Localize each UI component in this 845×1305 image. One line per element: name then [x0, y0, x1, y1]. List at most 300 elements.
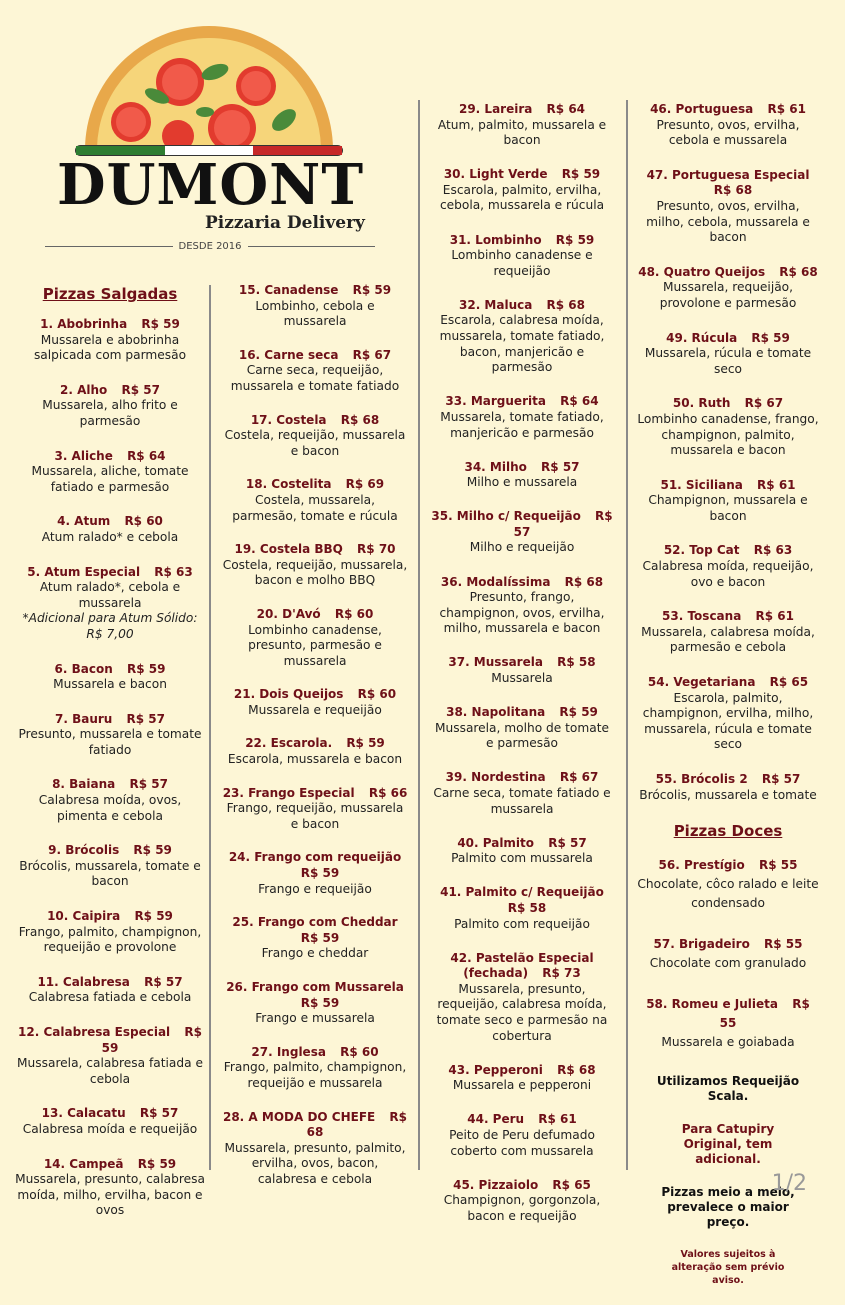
- menu-item-name: 24. Frango com requeijão: [228, 850, 402, 865]
- menu-item-title: [222, 607, 408, 623]
- menu-item-title: [15, 712, 205, 728]
- menu-item-title: [430, 885, 614, 916]
- brand-name: DUMONT: [57, 152, 365, 218]
- menu-item-name: 25. Frango com Cheddar: [232, 915, 398, 930]
- menu-item-price: R$ 58: [557, 655, 596, 670]
- menu-item-description: Chocolate, côco ralado e leite condensado: [637, 877, 819, 911]
- menu-item: [430, 1178, 614, 1225]
- note-valores: Valores sujeitos à alteração sem prévio aviso.: [671, 1249, 785, 1287]
- menu-item-description: Carne seca, tomate fatiado e mussarela: [433, 786, 611, 816]
- page-number: 1/2: [771, 1171, 807, 1196]
- column-divider: [626, 100, 628, 1170]
- menu-item-name: 48. Quatro Queijos: [638, 264, 766, 279]
- menu-item-description: Mussarela, calabresa moída, parmesão e cebola: [641, 624, 815, 655]
- menu-item-price: R$ 65: [769, 675, 809, 690]
- menu-item: [15, 975, 205, 1006]
- menu-item-title: [222, 477, 408, 493]
- menu-item-price: R$ 68: [713, 183, 753, 198]
- menu-item: [222, 607, 408, 669]
- menu-item-description: Calabresa moída, ovos, pimenta e cebola: [38, 793, 182, 823]
- menu-item-description: Frango e cheddar: [261, 946, 369, 961]
- menu-item-price: R$ 57: [144, 974, 183, 989]
- note-meio-a-meio: Pizzas meio a meio, prevalece o maior preço.: [661, 1185, 795, 1230]
- menu-item-name: 23. Frango Especial: [222, 785, 355, 800]
- menu-item-name: 34. Milho: [464, 459, 527, 474]
- menu-item-title: [636, 168, 820, 199]
- menu-item-price: R$ 61: [757, 477, 796, 492]
- menu-item-description: Peito de Peru defumado coberto com mussarela: [449, 1128, 595, 1158]
- menu-item-title: [636, 265, 820, 281]
- menu-item-name: 51. Siciliana: [660, 477, 743, 492]
- menu-item-description: Calabresa moída e requeijão: [22, 1121, 198, 1136]
- menu-item: [636, 102, 820, 149]
- menu-item-price: R$ 57: [541, 459, 580, 474]
- menu-item-description: Escarola, palmito, champignon, ervilha, milho, mussarela, rúcula e tomate seco: [642, 690, 814, 752]
- menu-item-title: [430, 460, 614, 476]
- menu-item: [15, 1157, 205, 1219]
- menu-item-description: Mussarela e abobrinha salpicada com parmesão: [33, 332, 187, 363]
- menu-item-price: R$ 59: [751, 330, 790, 345]
- menu-item: [222, 687, 408, 718]
- menu-item-name: 4. Atum: [57, 514, 111, 529]
- menu-item-price: R$ 59: [134, 909, 173, 924]
- menu-item-price: R$ 65: [552, 1177, 591, 1192]
- menu-item-description: Frango, requeijão, mussarela e bacon: [226, 801, 404, 831]
- menu-item-description: Presunto, ovos, ervilha, milho, cebola, mussarela e bacon: [646, 198, 810, 245]
- menu-item-title: [430, 102, 614, 118]
- menu-item-title: [430, 167, 614, 183]
- menu-item-name: 53. Toscana: [662, 609, 742, 624]
- menu-item-name: 18. Costelita: [245, 477, 332, 492]
- since-line: [45, 241, 375, 252]
- menu-item-description: Calabresa moída, requeijão, ovo e bacon: [642, 559, 814, 589]
- menu-item-title: [15, 449, 205, 465]
- menu-item-name: 46. Portuguesa: [650, 102, 754, 116]
- menu-item-name: 54. Vegetariana: [647, 675, 756, 690]
- menu-item-title: [430, 233, 614, 249]
- menu-item-title: [15, 1106, 205, 1122]
- menu-item-price: R$ 59: [559, 705, 598, 720]
- menu-item: [15, 777, 205, 824]
- menu-item-description: Palmito com mussarela: [451, 851, 593, 866]
- menu-item-price: R$ 60: [357, 687, 397, 702]
- menu-item-name: 5. Atum Especial: [27, 564, 141, 579]
- menu-item-title: [222, 1045, 408, 1061]
- menu-item-title: [430, 705, 614, 721]
- menu-item-name: 43. Pepperoni: [448, 1062, 543, 1077]
- menu-item: [430, 394, 614, 441]
- menu-item-name: 29. Lareira: [458, 102, 533, 116]
- menu-item-name: 19. Costela BBQ: [234, 542, 343, 557]
- since-text: DESDE 2016: [178, 241, 242, 252]
- menu-item-name: 8. Baiana: [52, 777, 116, 792]
- menu-item-description: Lombinho canadense e requeijão: [451, 248, 593, 278]
- menu-item: [636, 995, 820, 1052]
- menu-item-price: R$ 64: [546, 102, 586, 116]
- menu-item-price: R$ 59: [561, 167, 601, 182]
- menu-item-title: [430, 836, 614, 852]
- menu-item-description: Mussarela, molho de tomate e parmesão: [435, 720, 609, 751]
- menu-item: [222, 980, 408, 1027]
- menu-item-title: [15, 777, 205, 793]
- menu-item-name: 2. Alho: [60, 382, 108, 397]
- menu-item-description: Escarola, palmito, ervilha, cebola, mussarela e rúcula: [439, 182, 605, 213]
- menu-item-price: R$ 59: [137, 1156, 177, 1171]
- column-divider: [209, 285, 211, 1170]
- menu-item-name: 39. Nordestina: [445, 770, 546, 785]
- logo: [0, 0, 420, 270]
- menu-item: [430, 951, 614, 1045]
- section-heading-salgadas: Pizzas Salgadas: [42, 285, 178, 303]
- menu-item: [636, 396, 820, 458]
- menu-item-price: R$ 60: [124, 514, 163, 529]
- menu-item-title: [15, 909, 205, 925]
- menu-item-price: R$ 67: [559, 770, 599, 785]
- menu-item-description: Mussarela e goiabada: [661, 1035, 795, 1050]
- menu-item: [222, 850, 408, 897]
- menu-item-name: 47. Portuguesa Especial: [646, 167, 810, 182]
- menu-item-price: R$ 68: [564, 574, 604, 589]
- menu-item: [15, 662, 205, 693]
- menu-item-name: 20. D'Avó: [256, 606, 321, 621]
- menu-item-description: Mussarela, presunto, requeijão, calabresa moída, tomate seco e parmesão na cobertura: [436, 981, 608, 1043]
- menu-item-title: [636, 675, 820, 691]
- menu-column-3: [430, 102, 614, 1243]
- menu-item-description: Lombinho, cebola e mussarela: [255, 298, 375, 329]
- menu-item-title: [222, 542, 408, 558]
- menu-item-name: 57. Brigadeiro: [653, 937, 750, 952]
- menu-item-description: Mussarela, calabresa fatiada e cebola: [17, 1056, 203, 1086]
- menu-item-description: Frango e requeijão: [258, 881, 372, 896]
- menu-item-name: 42. Pastelão Especial (fechada): [450, 950, 594, 981]
- menu-item-name: 22. Escarola.: [245, 736, 333, 751]
- menu-item-name: 13. Calacatu: [41, 1106, 126, 1121]
- menu-item-name: 35. Milho c/ Requeijão: [431, 509, 581, 524]
- menu-item-name: 37. Mussarela: [448, 655, 543, 670]
- menu-item-price: R$ 61: [755, 609, 794, 624]
- menu-item-name: 58. Romeu e Julieta: [646, 997, 779, 1012]
- menu-item-price: R$ 59: [300, 995, 340, 1010]
- menu-item-description: Atum ralado* e cebola: [41, 529, 179, 544]
- menu-item-description: Mussarela, tomate fatiado, manjericão e parmesão: [440, 409, 604, 440]
- menu-item-price: R$ 57: [126, 711, 165, 726]
- menu-item-price: R$ 63: [154, 564, 193, 579]
- menu-item-description: Mussarela, alho frito e parmesão: [42, 398, 178, 428]
- menu-item: [636, 856, 820, 913]
- menu-item-description: Costela, requeijão, mussarela e bacon: [224, 428, 406, 458]
- menu-item-title: [15, 662, 205, 678]
- menu-item-description: Palmito com requeijão: [454, 916, 590, 931]
- menu-item-name: 10. Caipira: [47, 909, 121, 924]
- menu-item-name: 3. Aliche: [54, 448, 113, 463]
- menu-item-title: [430, 1112, 614, 1128]
- menu-item: [636, 543, 820, 590]
- menu-item-description: Escarola, calabresa moída, mussarela, tomate fatiado, bacon, manjericão e parmesão: [439, 313, 605, 375]
- menu-item-name: 38. Napolitana: [446, 705, 546, 720]
- menu-item: [636, 265, 820, 312]
- menu-item: [222, 477, 408, 524]
- menu-item-title: [430, 1063, 614, 1079]
- menu-item-price: R$ 59: [101, 1025, 202, 1055]
- menu-item-title: [222, 1110, 408, 1141]
- menu-item-note: *Adicional para Atum Sólido: R$ 7,00: [22, 611, 198, 641]
- menu-item-price: R$ 66: [368, 785, 408, 800]
- menu-item-price: R$ 61: [538, 1112, 577, 1127]
- menu-item: [430, 509, 614, 556]
- menu-item: [430, 655, 614, 686]
- menu-item-title: [15, 383, 205, 399]
- menu-item-description: Lombinho canadense, presunto, parmesão e mussarela: [248, 622, 382, 668]
- menu-item: [222, 915, 408, 962]
- menu-item: [430, 460, 614, 491]
- menu-item-title: [430, 394, 614, 410]
- menu-item-title: [636, 609, 820, 625]
- menu-item-name: 49. Rúcula: [666, 330, 738, 345]
- menu-item-title: [222, 283, 408, 299]
- menu-item-title: [636, 331, 820, 347]
- menu-item-name: 6. Bacon: [54, 661, 113, 676]
- menu-item-name: 44. Peru: [467, 1112, 525, 1127]
- menu-item-description: Lombinho canadense, frango, champignon, palmito, mussarela e bacon: [637, 411, 819, 458]
- menu-item-title: [15, 1025, 205, 1056]
- brand-subtitle: Pizzaria Delivery: [205, 213, 365, 233]
- menu-item-price: R$ 58: [507, 900, 547, 915]
- menu-item-name: 26. Frango com Mussarela: [226, 980, 404, 994]
- menu-item-title: [222, 687, 408, 703]
- menu-item-price: R$ 59: [141, 317, 180, 331]
- menu-item-title: [15, 1157, 205, 1173]
- menu-item-price: R$ 68: [779, 264, 818, 279]
- menu-item-title: [636, 856, 820, 875]
- menu-item-price: R$ 55: [719, 997, 810, 1031]
- menu-item-title: [222, 736, 408, 752]
- menu-item-description: Brócolis, mussarela, tomate e bacon: [19, 858, 201, 889]
- menu-item-description: Mussarela, presunto, calabresa moída, milho, ervilha, bacon e ovos: [15, 1172, 205, 1218]
- menu-item-description: Presunto, frango, champignon, ovos, ervilha, milho, mussarela e bacon: [439, 590, 605, 636]
- menu-item-description: Presunto, ovos, ervilha, cebola e mussarela: [656, 117, 800, 148]
- menu-item-price: R$ 59: [346, 736, 385, 751]
- menu-item: [15, 449, 205, 496]
- menu-item-description: Escarola, mussarela e bacon: [227, 752, 403, 767]
- menu-item-title: [430, 298, 614, 314]
- menu-item-title: [430, 951, 614, 982]
- menu-item-price: R$ 55: [758, 858, 798, 873]
- menu-item-description: Frango e mussarela: [255, 1011, 375, 1026]
- menu-item-description: Frango, palmito, champignon, requeijão e mussarela: [223, 1060, 407, 1090]
- menu-item-title: [222, 980, 408, 1011]
- menu-item-title: [636, 995, 820, 1033]
- menu-item-description: Mussarela, presunto, palmito, ervilha, ovos, bacon, calabresa e cebola: [224, 1140, 406, 1186]
- menu-item-description: Chocolate com granulado: [649, 956, 807, 971]
- menu-item-title: [636, 543, 820, 559]
- menu-item-title: [636, 772, 820, 788]
- menu-column-2: [222, 283, 408, 1206]
- menu-item-description: Milho e mussarela: [466, 475, 578, 490]
- menu-item-name: 11. Calabresa: [37, 974, 130, 989]
- menu-item-name: 45. Pizzaiolo: [453, 1177, 539, 1192]
- menu-item-price: R$ 63: [753, 543, 793, 558]
- menu-item: [430, 102, 614, 149]
- menu-item: [430, 233, 614, 280]
- menu-item-name: 56. Prestígio: [658, 858, 745, 873]
- menu-item: [15, 712, 205, 759]
- menu-item-description: Frango, palmito, champignon, requeijão e provolone: [18, 924, 202, 955]
- menu-item-description: Costela, requeijão, mussarela, bacon e molho BBQ: [222, 557, 408, 588]
- menu-item-title: [222, 348, 408, 364]
- menu-item-price: R$ 64: [560, 394, 599, 409]
- menu-item-price: R$ 67: [352, 347, 392, 362]
- menu-item: [15, 843, 205, 890]
- menu-item-name: 7. Bauru: [55, 711, 113, 726]
- menu-item: [430, 885, 614, 932]
- menu-item-name: 17. Costela: [250, 412, 327, 427]
- menu-item-name: 41. Palmito c/ Requeijão: [440, 885, 604, 900]
- menu-item-description: Mussarela, rúcula e tomate seco: [644, 346, 812, 376]
- menu-item: [15, 1025, 205, 1087]
- menu-item: [430, 836, 614, 867]
- menu-item: [430, 575, 614, 637]
- menu-item-description: Carne seca, requeijão, mussarela e tomate fatiado: [230, 363, 400, 393]
- menu-item: [15, 909, 205, 956]
- menu-item-price: R$ 57: [121, 382, 160, 397]
- menu-item-price: R$ 57: [129, 777, 168, 792]
- menu-item-price: R$ 60: [340, 1044, 379, 1059]
- menu-item: [636, 168, 820, 246]
- menu-item: [222, 283, 408, 330]
- menu-item-name: 12. Calabresa Especial: [18, 1025, 171, 1039]
- pizza-illustration: [0, 0, 420, 160]
- menu-item-title: [15, 975, 205, 991]
- menu-column-1: [15, 285, 205, 1238]
- menu-item-name: 33. Marguerita: [445, 394, 546, 409]
- menu-item-description: Mussarela e requeijão: [248, 702, 382, 717]
- menu-item: [15, 514, 205, 545]
- menu-item-price: R$ 73: [542, 966, 581, 981]
- menu-item-name: 32. Maluca: [459, 297, 533, 312]
- menu-item: [222, 786, 408, 833]
- menu-item-name: 21. Dois Queijos: [233, 687, 344, 702]
- menu-item-name: 55. Brócolis 2: [655, 772, 748, 786]
- menu-item-price: R$ 69: [345, 477, 385, 492]
- menu-item-description: Mussarela e bacon: [53, 677, 167, 692]
- note-scala: Utilizamos Requeijão Scala.: [656, 1074, 800, 1104]
- menu-item-name: 15. Canadense: [238, 283, 339, 297]
- menu-item-price: R$ 67: [744, 396, 784, 411]
- menu-item-price: R$ 59: [352, 283, 392, 297]
- menu-item-description: Mussarela: [491, 671, 553, 686]
- menu-item: [222, 1110, 408, 1188]
- menu-item-name: 31. Lombinho: [449, 232, 542, 247]
- menu-item-name: 27. Inglesa: [251, 1044, 326, 1059]
- menu-item-description: Atum, palmito, mussarela e bacon: [437, 117, 607, 148]
- menu-item-price: R$ 57: [513, 509, 613, 539]
- menu-item-price: R$ 60: [334, 606, 374, 621]
- menu-item-description: Champignon, mussarela e bacon: [648, 493, 808, 523]
- menu-item-name: 9. Brócolis: [48, 843, 120, 858]
- menu-item-name: 14. Campeã: [43, 1156, 124, 1171]
- menu-item: [636, 478, 820, 525]
- menu-item-name: 50. Ruth: [672, 396, 731, 411]
- menu-item-title: [430, 655, 614, 671]
- menu-item-price: R$ 57: [761, 772, 801, 786]
- menu-item-description: Champignon, gorgonzola, bacon e requeijão: [443, 1193, 601, 1223]
- menu-item-price: R$ 59: [300, 930, 340, 945]
- menu-item: [222, 413, 408, 460]
- menu-item-name: 1. Abobrinha: [40, 317, 128, 331]
- menu-item-title: [222, 413, 408, 429]
- menu-item: [430, 770, 614, 817]
- menu-item-price: R$ 57: [139, 1106, 179, 1121]
- menu-item-title: [430, 575, 614, 591]
- menu-item: [15, 317, 205, 364]
- menu-item: [222, 736, 408, 767]
- menu-item-price: R$ 59: [555, 232, 595, 247]
- menu-item-name: 16. Carne seca: [238, 347, 339, 362]
- menu-item-price: R$ 55: [764, 937, 803, 952]
- menu-item: [430, 705, 614, 752]
- menu-item-name: 52. Top Cat: [663, 543, 740, 558]
- menu-item-title: [636, 935, 820, 954]
- menu-item: [15, 565, 205, 643]
- menu-item-name: 36. Modalíssima: [440, 574, 551, 589]
- menu-item-name: 30. Light Verde: [443, 167, 548, 182]
- menu-item-description: Mussarela e pepperoni: [452, 1078, 592, 1093]
- menu-item-title: [430, 1178, 614, 1194]
- menu-item-price: R$ 68: [557, 1062, 596, 1077]
- menu-item: [636, 609, 820, 656]
- note-catupiry: Para Catupiry Original, tem adicional.: [681, 1122, 775, 1167]
- menu-item: [636, 675, 820, 753]
- menu-item-title: [636, 396, 820, 412]
- menu-item-price: R$ 59: [300, 866, 340, 881]
- menu-item: [636, 935, 820, 973]
- menu-item-title: [15, 565, 205, 581]
- menu-item: [636, 772, 820, 803]
- menu-item: [15, 1106, 205, 1137]
- menu-item: [222, 348, 408, 395]
- menu-column-4: [636, 102, 820, 1305]
- menu-item: [636, 331, 820, 378]
- menu-item-name: 40. Palmito: [457, 835, 535, 850]
- menu-item-description: Atum ralado*, cebola e mussarela: [39, 580, 181, 610]
- menu-item: [430, 1112, 614, 1159]
- menu-item-price: R$ 59: [126, 661, 166, 676]
- menu-item: [430, 298, 614, 376]
- menu-item-price: R$ 59: [133, 843, 172, 858]
- menu-item-price: R$ 64: [127, 448, 166, 463]
- menu-item: [222, 542, 408, 589]
- menu-item-description: Milho e requeijão: [469, 540, 575, 555]
- menu-item-title: [15, 843, 205, 859]
- menu-item-description: Presunto, mussarela e tomate fatiado: [18, 727, 202, 757]
- menu-item-title: [636, 478, 820, 494]
- menu-item: [222, 1045, 408, 1092]
- menu-item-price: R$ 68: [306, 1109, 408, 1140]
- menu-item-title: [430, 770, 614, 786]
- menu-item-title: [222, 786, 408, 802]
- menu-item-title: [222, 850, 408, 881]
- menu-item-description: Costela, mussarela, parmesão, tomate e rúcula: [232, 492, 398, 523]
- menu-item-price: R$ 61: [767, 102, 806, 116]
- menu-item-price: R$ 68: [340, 412, 380, 427]
- menu-item-price: R$ 70: [357, 542, 396, 557]
- menu-item-description: Mussarela, aliche, tomate fatiado e parmesão: [31, 464, 189, 494]
- menu-item-title: [636, 102, 820, 118]
- section-heading-doces: Pizzas Doces: [673, 822, 783, 841]
- menu-item-name: 28. A MODA DO CHEFE: [222, 1109, 376, 1124]
- menu-item-title: [430, 509, 614, 540]
- menu-item: [430, 167, 614, 214]
